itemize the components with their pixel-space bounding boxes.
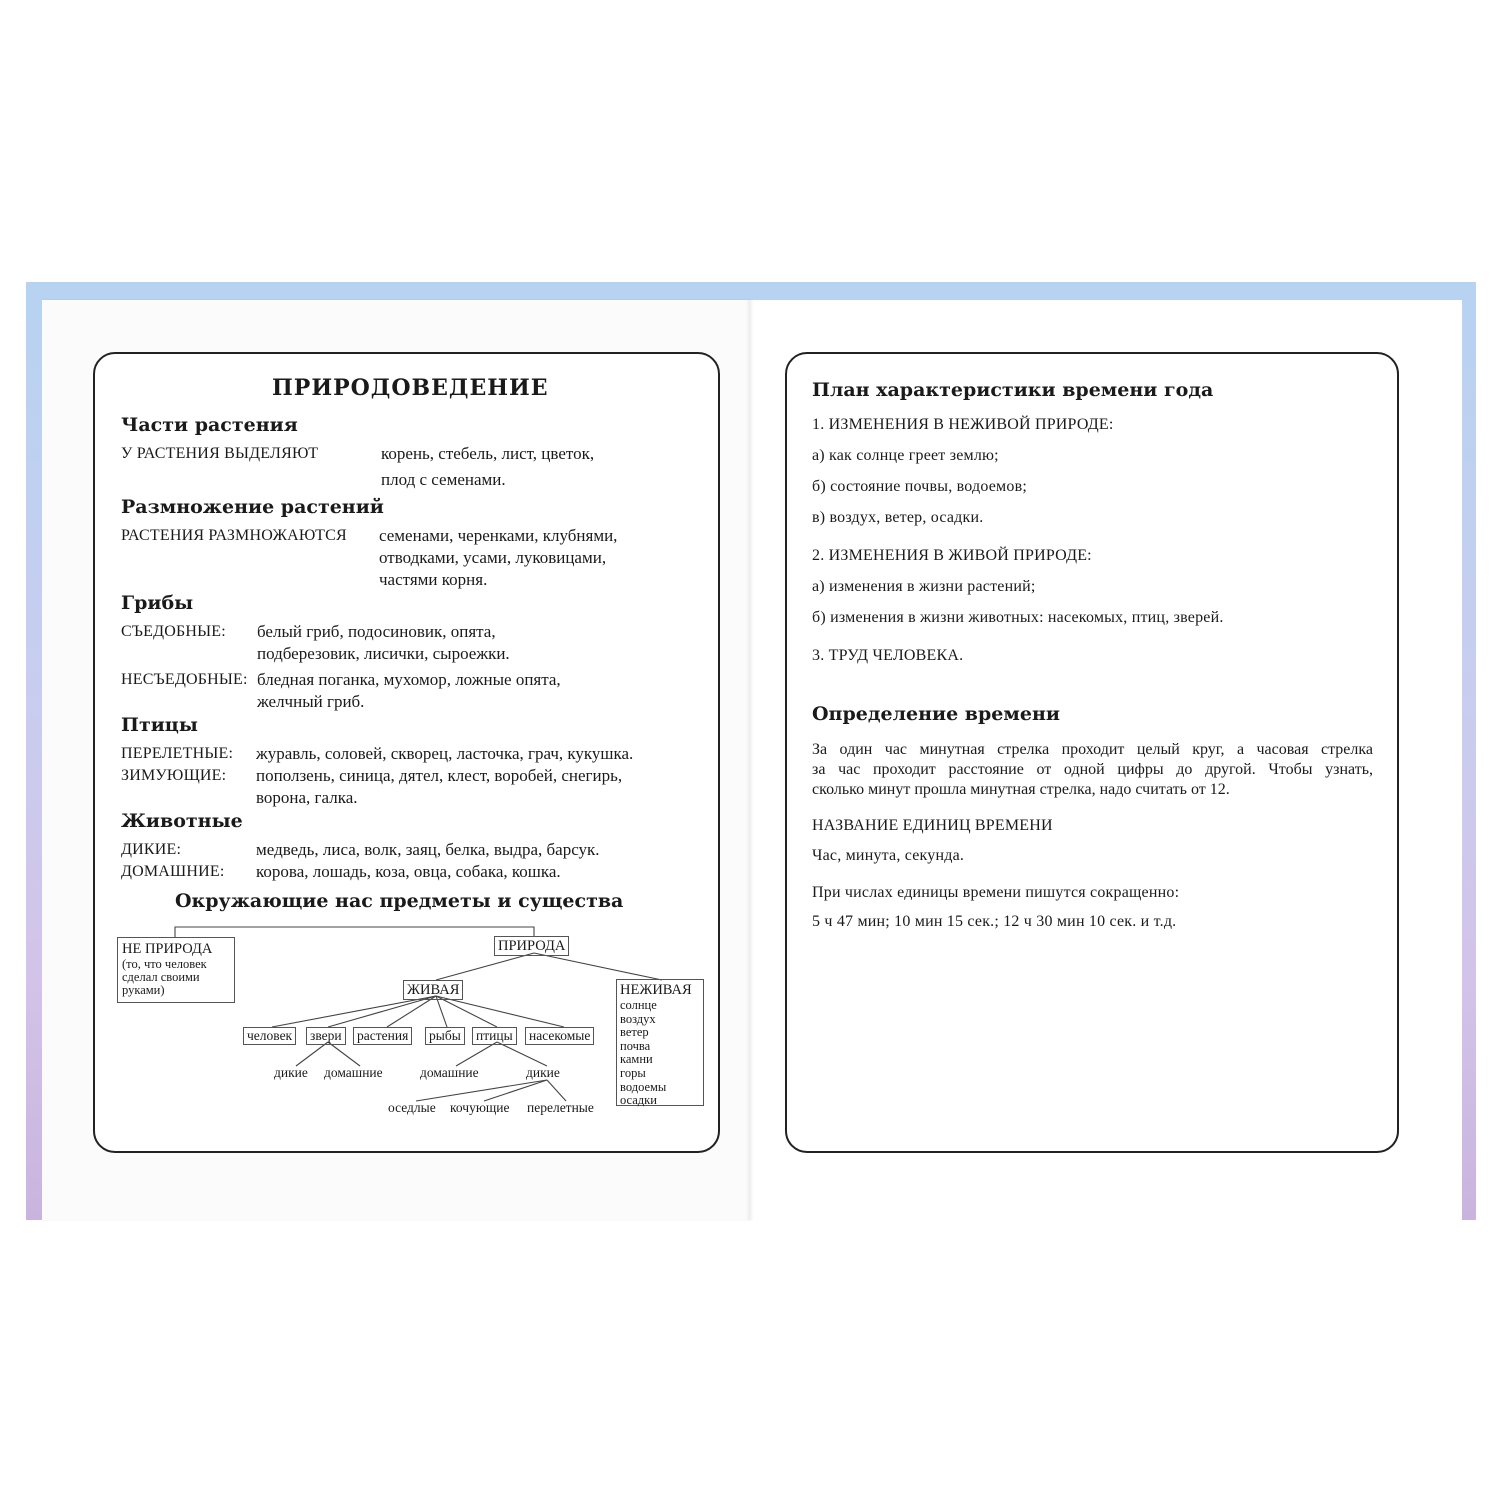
plan-heading: План характеристики времени года bbox=[812, 379, 1214, 401]
reproduction-line1: семенами, черенками, клубнями, bbox=[379, 526, 618, 545]
wintering-line2: ворона, галка. bbox=[256, 788, 358, 807]
not-nature-box bbox=[117, 937, 235, 1003]
plan-section-1: 1. ИЗМЕНЕНИЯ В НЕЖИВОЙ ПРИРОДЕ: bbox=[812, 416, 1114, 433]
living-item-fish: рыбы bbox=[425, 1027, 465, 1045]
wild-birds-nomadic: кочующие bbox=[450, 1100, 510, 1115]
mushrooms-heading: Грибы bbox=[121, 592, 194, 614]
nonliving-box bbox=[616, 979, 704, 1106]
edible-line2: подберезовик, лисички, сыроежки. bbox=[257, 644, 510, 663]
wintering-label: ЗИМУЮЩИЕ: bbox=[121, 767, 227, 784]
birds-domestic: домашние bbox=[420, 1065, 479, 1080]
plant-parts-line2: плод с семенами. bbox=[381, 470, 506, 489]
plan-item-1b: б) состояние почвы, водоемов; bbox=[812, 478, 1027, 495]
living-item-beasts: звери bbox=[306, 1027, 346, 1045]
page-fold bbox=[746, 300, 754, 1220]
inedible-label: НЕСЪЕДОБНЫЕ: bbox=[121, 671, 248, 688]
wintering-line1: поползень, синица, дятел, клест, воробей, снегирь, bbox=[256, 766, 623, 785]
abbr-intro: При числах единицы времени пишутся сокращенно: bbox=[812, 884, 1180, 901]
wild-birds-migratory: перелетные bbox=[527, 1100, 594, 1115]
reproduction-label: РАСТЕНИЯ РАЗМНОЖАЮТСЯ bbox=[121, 527, 347, 544]
nonliving-item: почва bbox=[620, 1038, 651, 1053]
nature-node: ПРИРОДА bbox=[494, 936, 569, 956]
living-item-birds: птицы bbox=[472, 1027, 517, 1045]
units-title: НАЗВАНИЕ ЕДИНИЦ ВРЕМЕНИ bbox=[812, 817, 1053, 834]
nonliving-item: ветер bbox=[620, 1025, 649, 1040]
beasts-wild: дикие bbox=[274, 1065, 308, 1080]
not-nature-desc-3: руками) bbox=[122, 983, 165, 997]
time-paragraph-line: За один час минутная стрелка проходит целый круг, а часовая стрелка bbox=[812, 741, 1373, 758]
plan-section-2: 2. ИЗМЕНЕНИЯ В ЖИВОЙ ПРИРОДЕ: bbox=[812, 547, 1092, 564]
not-nature-desc-2: сделал своими bbox=[122, 970, 200, 984]
living-item-insects: насекомые bbox=[525, 1027, 594, 1045]
plant-parts-line1: корень, стебель, лист, цветок, bbox=[381, 444, 595, 463]
migratory-label: ПЕРЕЛЕТНЫЕ: bbox=[121, 745, 234, 762]
not-nature-desc-1: (то, что человек bbox=[122, 957, 207, 971]
plant-parts-heading: Части растения bbox=[121, 414, 298, 436]
beasts-domestic: домашние bbox=[324, 1065, 383, 1080]
time-paragraph-line: сколько минут прошла минутная стрелка, надо считать от 12. bbox=[812, 781, 1230, 798]
inedible-line2: желчный гриб. bbox=[257, 692, 365, 711]
wild-birds-sedentary: оседлые bbox=[388, 1100, 436, 1115]
page-title: ПРИРОДОВЕДЕНИЕ bbox=[272, 375, 549, 401]
nonliving-item: воздух bbox=[620, 1011, 656, 1026]
inedible-line1: бледная поганка, мухомор, ложные опята, bbox=[257, 670, 561, 689]
nonliving-item: горы bbox=[620, 1065, 646, 1080]
time-paragraph bbox=[812, 740, 1373, 800]
reproduction-line2: отводками, усами, луковицами, bbox=[379, 548, 607, 567]
units-list: Час, минута, секунда. bbox=[812, 847, 965, 864]
animals-heading: Животные bbox=[121, 810, 243, 832]
living-item-human: человек bbox=[243, 1027, 296, 1045]
plan-item-1a: а) как солнце греет землю; bbox=[812, 447, 999, 464]
nonliving-title: НЕЖИВАЯ bbox=[620, 982, 692, 998]
reproduction-heading: Размножение растений bbox=[121, 496, 384, 518]
plan-item-1c: в) воздух, ветер, осадки. bbox=[812, 509, 984, 526]
reproduction-line3: частями корня. bbox=[379, 570, 488, 589]
time-heading: Определение времени bbox=[812, 703, 1060, 725]
edible-label: СЪЕДОБНЫЕ: bbox=[121, 623, 226, 640]
migratory-line: журавль, соловей, скворец, ласточка, грач, кукушка. bbox=[256, 744, 634, 763]
plan-item-2a: а) изменения в жизни растений; bbox=[812, 578, 1036, 595]
not-nature-title: НЕ ПРИРОДА bbox=[122, 941, 213, 957]
plan-item-2b: б) изменения в жизни животных: насекомых, птиц, зверей. bbox=[812, 609, 1224, 626]
living-node: ЖИВАЯ bbox=[403, 980, 463, 1000]
birds-wild: дикие bbox=[526, 1065, 560, 1080]
living-item-plants: растения bbox=[353, 1027, 412, 1045]
birds-heading: Птицы bbox=[121, 714, 198, 736]
nonliving-item: солнце bbox=[620, 998, 657, 1012]
time-paragraph-line: за час проходит расстояние от одной цифры до другой. Чтобы узнать, bbox=[812, 761, 1373, 778]
abbr-example: 5 ч 47 мин; 10 мин 15 сек.; 12 ч 30 мин 10 сек. и т.д. bbox=[812, 913, 1177, 930]
nonliving-item: водоемы bbox=[620, 1079, 667, 1094]
wild-line: медведь, лиса, волк, заяц, белка, выдра, барсук. bbox=[256, 840, 600, 859]
edible-line1: белый гриб, подосиновик, опята, bbox=[257, 622, 496, 641]
domestic-label: ДОМАШНИЕ: bbox=[121, 863, 225, 880]
nonliving-item: камни bbox=[620, 1052, 653, 1067]
domestic-line: корова, лошадь, коза, овца, собака, кошка. bbox=[256, 862, 561, 881]
plant-parts-label: У РАСТЕНИЯ ВЫДЕЛЯЮТ bbox=[121, 445, 319, 462]
nonliving-item: осадки bbox=[620, 1093, 657, 1108]
diagram-heading: Окружающие нас предметы и существа bbox=[175, 890, 624, 912]
plan-section-3: 3. ТРУД ЧЕЛОВЕКА. bbox=[812, 647, 964, 664]
wild-label: ДИКИЕ: bbox=[121, 841, 182, 858]
